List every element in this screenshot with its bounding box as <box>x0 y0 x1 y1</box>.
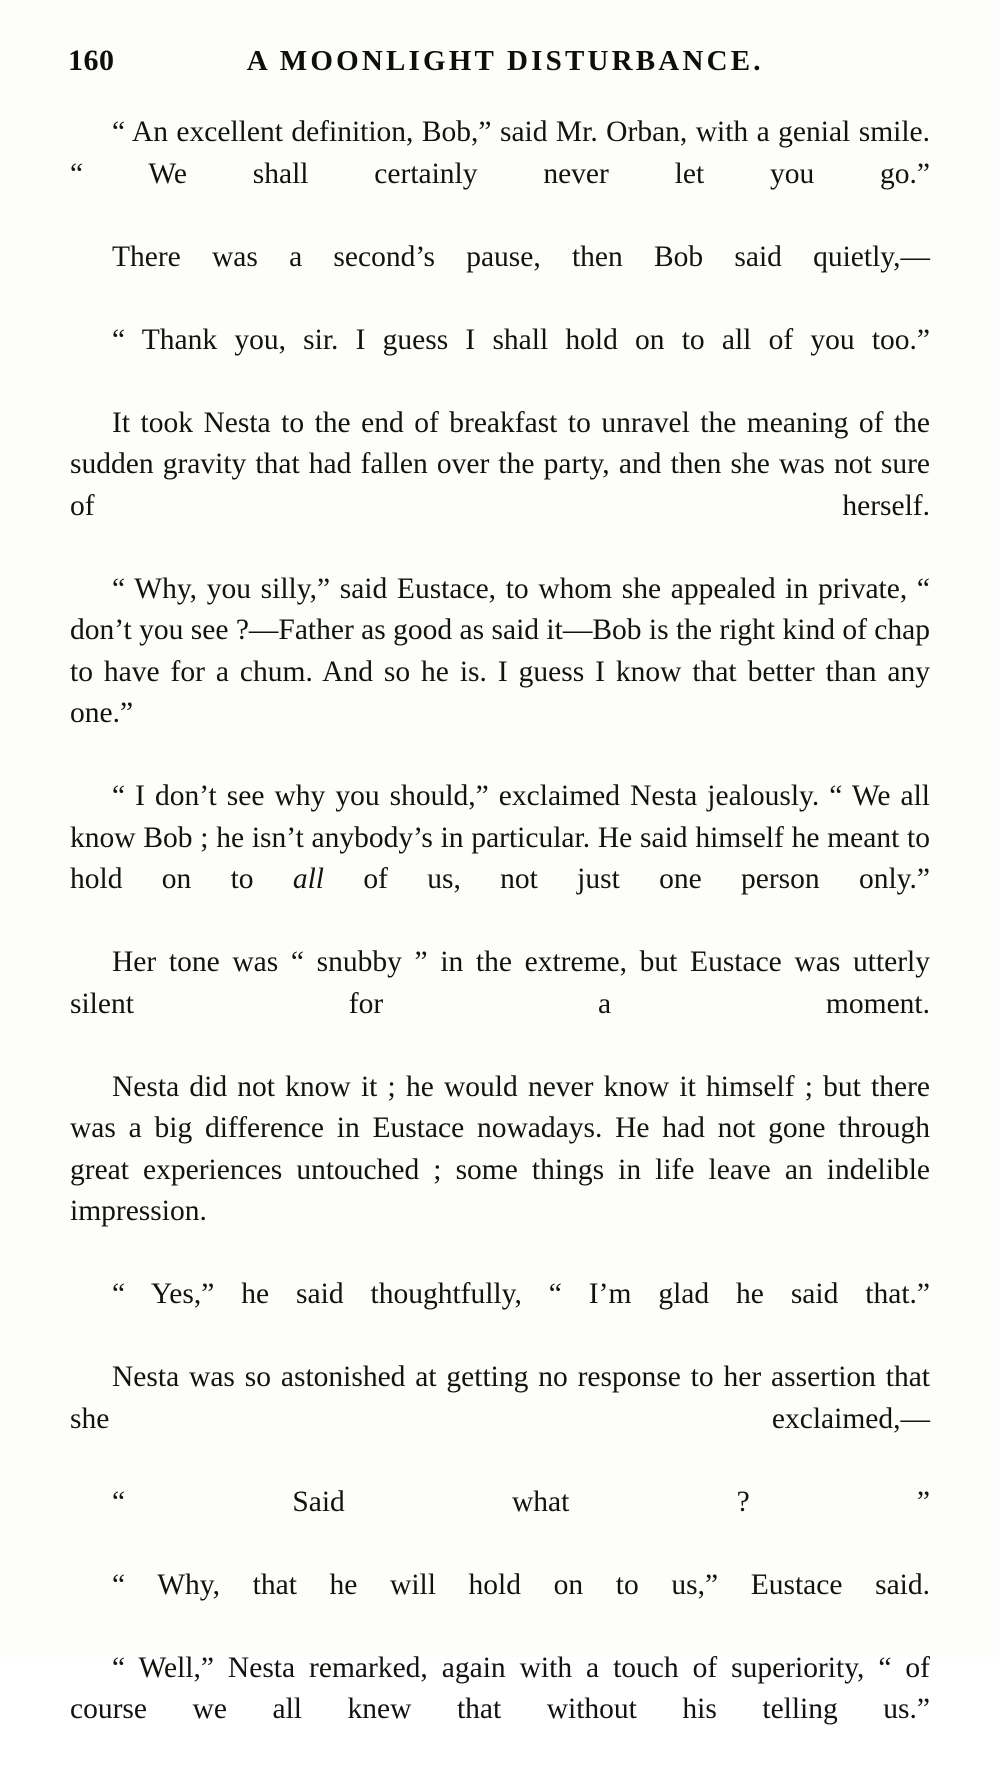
body-text <box>70 112 930 1772</box>
running-head: A MOONLIGHT DISTURBANCE. <box>115 45 933 78</box>
page-number: 160 <box>68 44 115 78</box>
paragraph: “ Said what ? ” <box>70 1482 930 1565</box>
paragraph: “ Yes,” he said thoughtfully, “ I’m glad he said that.” <box>70 1274 930 1357</box>
paragraph-text-after-emphasis: of us, not just one person only.” <box>324 863 930 895</box>
paragraph: Nesta did not know it ; he would never know it himself ; but there was a big difference in Eustace nowadays. He had not gone through great experiences untouched ; some things in life leave an indelible impression. <box>70 1067 930 1275</box>
emphasized-word: all <box>293 863 324 895</box>
paragraph-text-before-emphasis: “ I don’t see why you should,” exclaimed Nesta jealously. “ We all know Bob ; he isn’t anybody’s in particular. He said himself he meant to hold on to <box>70 780 930 895</box>
paragraph: “ Thank you, sir. I guess I shall hold on to all of you too.” <box>70 320 930 403</box>
paragraph: Her tone was “ snubby ” in the extreme, but Eustace was utterly silent for a moment. <box>70 942 930 1067</box>
page-header <box>68 44 932 88</box>
paragraph: Nesta was so astonished at getting no response to her assertion that she exclaimed,— <box>70 1357 930 1482</box>
paragraph: “ Why, that he will hold on to us,” Eustace said. <box>70 1565 930 1648</box>
paragraph: “ An excellent definition, Bob,” said Mr. Orban, with a genial smile. “ We shall certainly never let you go.” <box>70 112 930 237</box>
paragraph-with-emphasis <box>70 776 930 942</box>
paragraph: “ Well,” Nesta remarked, again with a touch of superiority, “ of course we all knew that without his telling us.” <box>70 1648 930 1772</box>
paragraph: There was a second’s pause, then Bob said quietly,— <box>70 237 930 320</box>
paragraph: It took Nesta to the end of breakfast to unravel the meaning of the sudden gravity that had fallen over the party, and then she was not sure of herself. <box>70 403 930 569</box>
paragraph: “ Why, you silly,” said Eustace, to whom she appealed in private, “ don’t you see ?—Father as good as said it—Bob is the right kind of chap to have for a chum. And so he is. I guess I know that better than any one.” <box>70 569 930 777</box>
